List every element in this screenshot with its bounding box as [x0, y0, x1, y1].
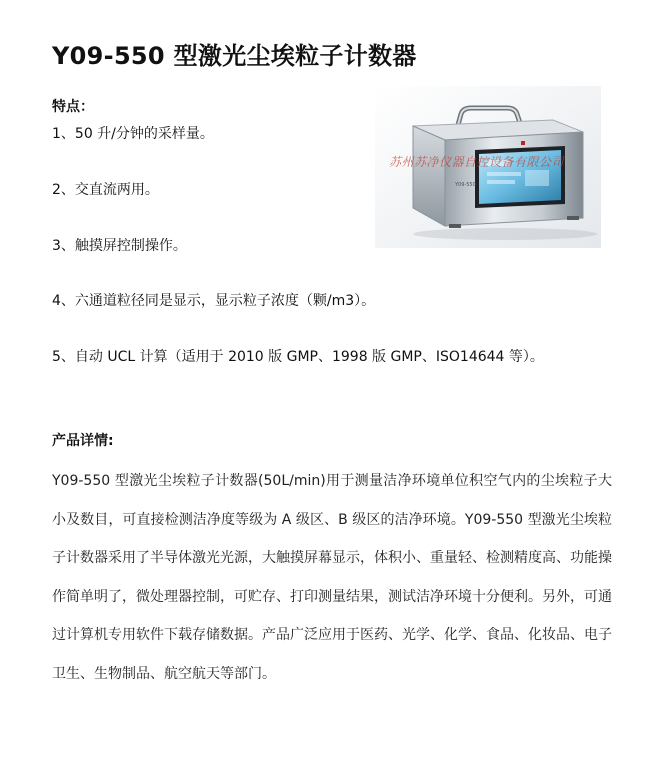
details-heading: 产品详情: — [52, 433, 114, 449]
device-model-label: Y09-550 — [455, 182, 476, 188]
feature-item: 4、六通道粒径同是显示，显示粒子浓度（颗/m3）。 — [52, 293, 376, 309]
feature-item: 3、触摸屏控制操作。 — [52, 238, 187, 254]
feature-item: 1、50 升/分钟的采样量。 — [52, 126, 214, 142]
page-title: Y09-550 型激光尘埃粒子计数器 — [52, 42, 417, 70]
details-paragraph: Y09-550 型激光尘埃粒子计数器(50L/min)用于测量洁净环境单位积空气内的尘埃粒子大小及数目，可直接检测洁净度等级为 A 级区、B 级区的洁净环境。Y09-550 型激光尘埃粒子计数器采用了半导体激光光源，大触摸屏幕显示，体积小、重量轻、检测精度高、功能操 作简单明了，微处理器控制，可贮存、打印测量结果，测试洁净环境十分便利。另外，可通 过计算机专用软件下载存储数据。产品广泛应用于医药、光学、化学、食品、化妆品、电子 卫生、生物制品、航空航天等部门。 — [52, 473, 612, 682]
image-watermark: 苏州苏净仪器自控设备有限公司 — [389, 155, 565, 169]
feature-item: 5、自动 UCL 计算（适用于 2010 版 GMP、1998 版 GMP、ISO14644 等）。 — [52, 349, 544, 365]
features-heading: 特点： — [52, 99, 94, 115]
feature-item: 2、交直流两用。 — [52, 182, 159, 198]
